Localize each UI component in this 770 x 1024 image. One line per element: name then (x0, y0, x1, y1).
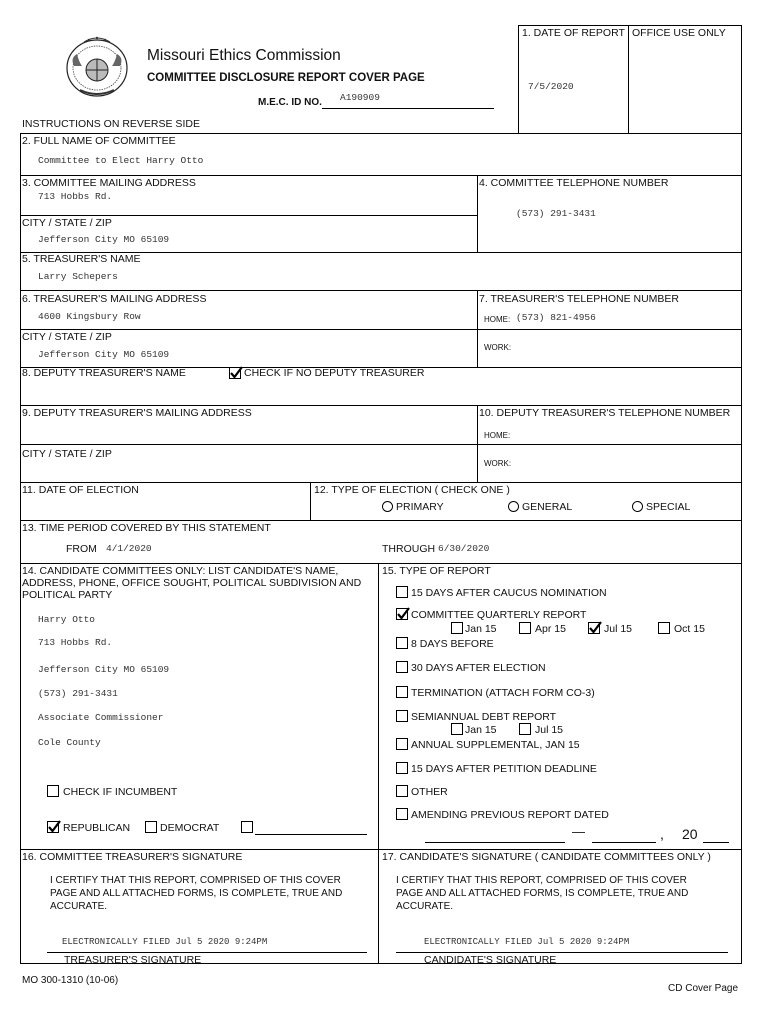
election-date-label: 11. DATE OF ELECTION (22, 484, 139, 496)
incumbent-label: CHECK IF INCUMBENT (63, 786, 178, 798)
semiannual-label: SEMIANNUAL DEBT REPORT (411, 711, 557, 723)
candidate-label-2: ADDRESS, PHONE, OFFICE SOUGHT, POLITICAL SUBDIVISION AND (22, 577, 362, 589)
deputy-phone-label: 10. DEPUTY TREASURER'S TELEPHONE NUMBER (479, 407, 731, 419)
thirty-days-label: 30 DAYS AFTER ELECTION (411, 662, 546, 674)
committee-address-value[interactable]: 713 Hobbs Rd. (38, 191, 113, 202)
date-of-report-label: 1. DATE OF REPORT (522, 27, 625, 39)
other-checkbox[interactable] (396, 785, 408, 797)
termination-checkbox[interactable] (396, 686, 408, 698)
candidate-signature-label: 17. CANDIDATE'S SIGNATURE ( CANDIDATE COMMITTEES ONLY ) (382, 851, 711, 863)
democrat-label: DEMOCRAT (160, 822, 220, 834)
primary-label: PRIMARY (396, 501, 444, 513)
s-jan-checkbox[interactable] (451, 723, 463, 735)
candidate-filed: ELECTRONICALLY FILED Jul 5 2020 9:24PM (424, 937, 630, 947)
primary-radio[interactable] (382, 501, 393, 512)
treasurer-name-label: 5. TREASURER'S NAME (22, 253, 141, 265)
treasurer-home-label: HOME: (484, 315, 511, 324)
candidate-certify-text: I CERTIFY THAT THIS REPORT, COMPRISED OF THIS COVER PAGE AND ALL ATTACHED FORMS, IS COMPLETE, TRUE AND ACCURATE. (396, 875, 689, 912)
report-type-label: 15. TYPE OF REPORT (382, 565, 491, 577)
democrat-checkbox[interactable] (145, 821, 157, 833)
quarterly-checkbox[interactable] (396, 608, 408, 620)
period-through-label: THROUGH (382, 543, 436, 555)
treasurer-name-value[interactable]: Larry Schepers (38, 271, 118, 282)
instructions-note: INSTRUCTIONS ON REVERSE SIDE (22, 118, 200, 130)
candidate-label-3: POLITICAL PARTY (22, 589, 113, 601)
caucus-checkbox[interactable] (396, 586, 408, 598)
republican-checkbox[interactable] (47, 821, 59, 833)
eight-days-label: 8 DAYS BEFORE (411, 638, 494, 650)
termination-label: TERMINATION (ATTACH FORM CO-3) (411, 687, 595, 699)
petition-checkbox[interactable] (396, 762, 408, 774)
form-title: COMMITTEE DISCLOSURE REPORT COVER PAGE (147, 72, 425, 84)
q-oct-label: Oct 15 (674, 623, 705, 635)
general-radio[interactable] (508, 501, 519, 512)
treasurer-filed: ELECTRONICALLY FILED Jul 5 2020 9:24PM (62, 937, 268, 947)
period-through-value[interactable]: 6/30/2020 (438, 543, 490, 554)
mec-id-label: M.E.C. ID NO. (258, 97, 322, 108)
candidate-name[interactable]: Harry Otto (38, 614, 96, 625)
s-jul-checkbox[interactable] (519, 723, 531, 735)
q-oct-checkbox[interactable] (658, 622, 670, 634)
amending-comma: , (660, 826, 664, 842)
treasurer-address-value[interactable]: 4600 Kingsbury Row (38, 311, 141, 322)
amending-checkbox[interactable] (396, 808, 408, 820)
candidate-phone[interactable]: (573) 291-3431 (38, 688, 118, 699)
amending-year-prefix: 20 (682, 826, 698, 842)
incumbent-checkbox[interactable] (47, 785, 59, 797)
republican-label: REPUBLICAN (63, 822, 131, 834)
treasurer-address-label: 6. TREASURER'S MAILING ADDRESS (22, 293, 207, 305)
committee-name-value[interactable]: Committee to Elect Harry Otto (38, 155, 204, 166)
q-jul-label: Jul 15 (604, 623, 633, 635)
caucus-label: 15 DAYS AFTER CAUCUS NOMINATION (411, 587, 607, 599)
committee-address-label: 3. COMMITTEE MAILING ADDRESS (22, 177, 196, 189)
candidate-subdivision[interactable]: Cole County (38, 737, 101, 748)
committee-city-label: CITY / STATE / ZIP (22, 217, 112, 229)
committee-phone-value[interactable]: (573) 291-3431 (516, 208, 596, 219)
q-jul-checkbox[interactable] (588, 622, 600, 634)
candidate-sig-label: CANDIDATE'S SIGNATURE (424, 954, 557, 966)
quarterly-label: COMMITTEE QUARTERLY REPORT (411, 609, 587, 621)
candidate-label-1: 14. CANDIDATE COMMITTEES ONLY: LIST CANDIDATE'S NAME, (22, 565, 339, 577)
amending-date-day-line[interactable] (592, 842, 656, 843)
checkmark-icon (396, 607, 410, 621)
q-apr-checkbox[interactable] (519, 622, 531, 634)
q-apr-label: Apr 15 (535, 623, 566, 635)
special-radio[interactable] (632, 501, 643, 512)
state-seal-icon (62, 32, 132, 100)
deputy-address-label: 9. DEPUTY TREASURER'S MAILING ADDRESS (22, 407, 252, 419)
other-party-checkbox[interactable] (241, 821, 253, 833)
committee-city-value[interactable]: Jefferson City MO 65109 (38, 234, 170, 245)
checkmark-icon (588, 621, 602, 635)
deputy-work-label: WORK: (484, 459, 512, 468)
treasurer-city-value[interactable]: Jefferson City MO 65109 (38, 349, 170, 360)
general-label: GENERAL (522, 501, 573, 513)
deputy-treasurer-label: 8. DEPUTY TREASURER'S NAME (22, 367, 186, 379)
treasurer-certify-text: I CERTIFY THAT THIS REPORT, COMPRISED OF THIS COVER PAGE AND ALL ATTACHED FORMS, IS COMPLETE, TRUE AND ACCURATE. (50, 875, 343, 912)
amending-year-line[interactable] (703, 842, 729, 843)
form-number: MO 300-1310 (10-06) (22, 975, 119, 986)
mec-id-value[interactable]: A190909 (340, 92, 380, 103)
eight-days-checkbox[interactable] (396, 637, 408, 649)
period-label: 13. TIME PERIOD COVERED BY THIS STATEMENT (22, 522, 271, 534)
agency-name: Missouri Ethics Commission (147, 47, 341, 64)
treasurer-home-value[interactable]: (573) 821-4956 (516, 312, 596, 323)
s-jul-label: Jul 15 (535, 724, 564, 736)
q-jan-checkbox[interactable] (451, 622, 463, 634)
election-type-label: 12. TYPE OF ELECTION ( CHECK ONE ) (314, 484, 510, 496)
amending-dash: — (572, 824, 585, 839)
s-jan-label: Jan 15 (465, 724, 497, 736)
thirty-days-checkbox[interactable] (396, 661, 408, 673)
petition-label: 15 DAYS AFTER PETITION DEADLINE (411, 763, 597, 775)
amending-date-month-line[interactable] (425, 842, 565, 843)
candidate-city[interactable]: Jefferson City MO 65109 (38, 664, 170, 675)
date-of-report-value[interactable]: 7/5/2020 (528, 81, 574, 92)
no-deputy-checkbox[interactable] (229, 367, 241, 379)
page-name: CD Cover Page (668, 983, 739, 994)
semiannual-checkbox[interactable] (396, 710, 408, 722)
treasurer-sig-label: TREASURER'S SIGNATURE (64, 954, 202, 966)
q-jan-label: Jan 15 (465, 623, 497, 635)
candidate-address[interactable]: 713 Hobbs Rd. (38, 637, 113, 648)
office-use-label: OFFICE USE ONLY (632, 27, 726, 39)
treasurer-city-label: CITY / STATE / ZIP (22, 331, 112, 343)
treasurer-work-label: WORK: (484, 343, 512, 352)
period-from-label: FROM (66, 543, 97, 555)
checkmark-icon (47, 820, 61, 834)
deputy-home-label: HOME: (484, 431, 511, 440)
deputy-city-label: CITY / STATE / ZIP (22, 448, 112, 460)
treasurer-signature-label: 16. COMMITTEE TREASURER'S SIGNATURE (22, 851, 243, 863)
period-from-value[interactable]: 4/1/2020 (106, 543, 152, 554)
other-label: OTHER (411, 786, 448, 798)
candidate-office[interactable]: Associate Commissioner (38, 712, 164, 723)
header (0, 0, 770, 130)
annual-checkbox[interactable] (396, 738, 408, 750)
amending-label: AMENDING PREVIOUS REPORT DATED (411, 809, 609, 821)
committee-phone-label: 4. COMMITTEE TELEPHONE NUMBER (479, 177, 669, 189)
annual-label: ANNUAL SUPPLEMENTAL, JAN 15 (411, 739, 580, 751)
special-label: SPECIAL (646, 501, 691, 513)
checkmark-icon (229, 366, 243, 380)
committee-name-label: 2. FULL NAME OF COMMITTEE (22, 135, 176, 147)
no-deputy-label: CHECK IF NO DEPUTY TREASURER (244, 367, 425, 379)
treasurer-phone-label: 7. TREASURER'S TELEPHONE NUMBER (479, 293, 679, 305)
